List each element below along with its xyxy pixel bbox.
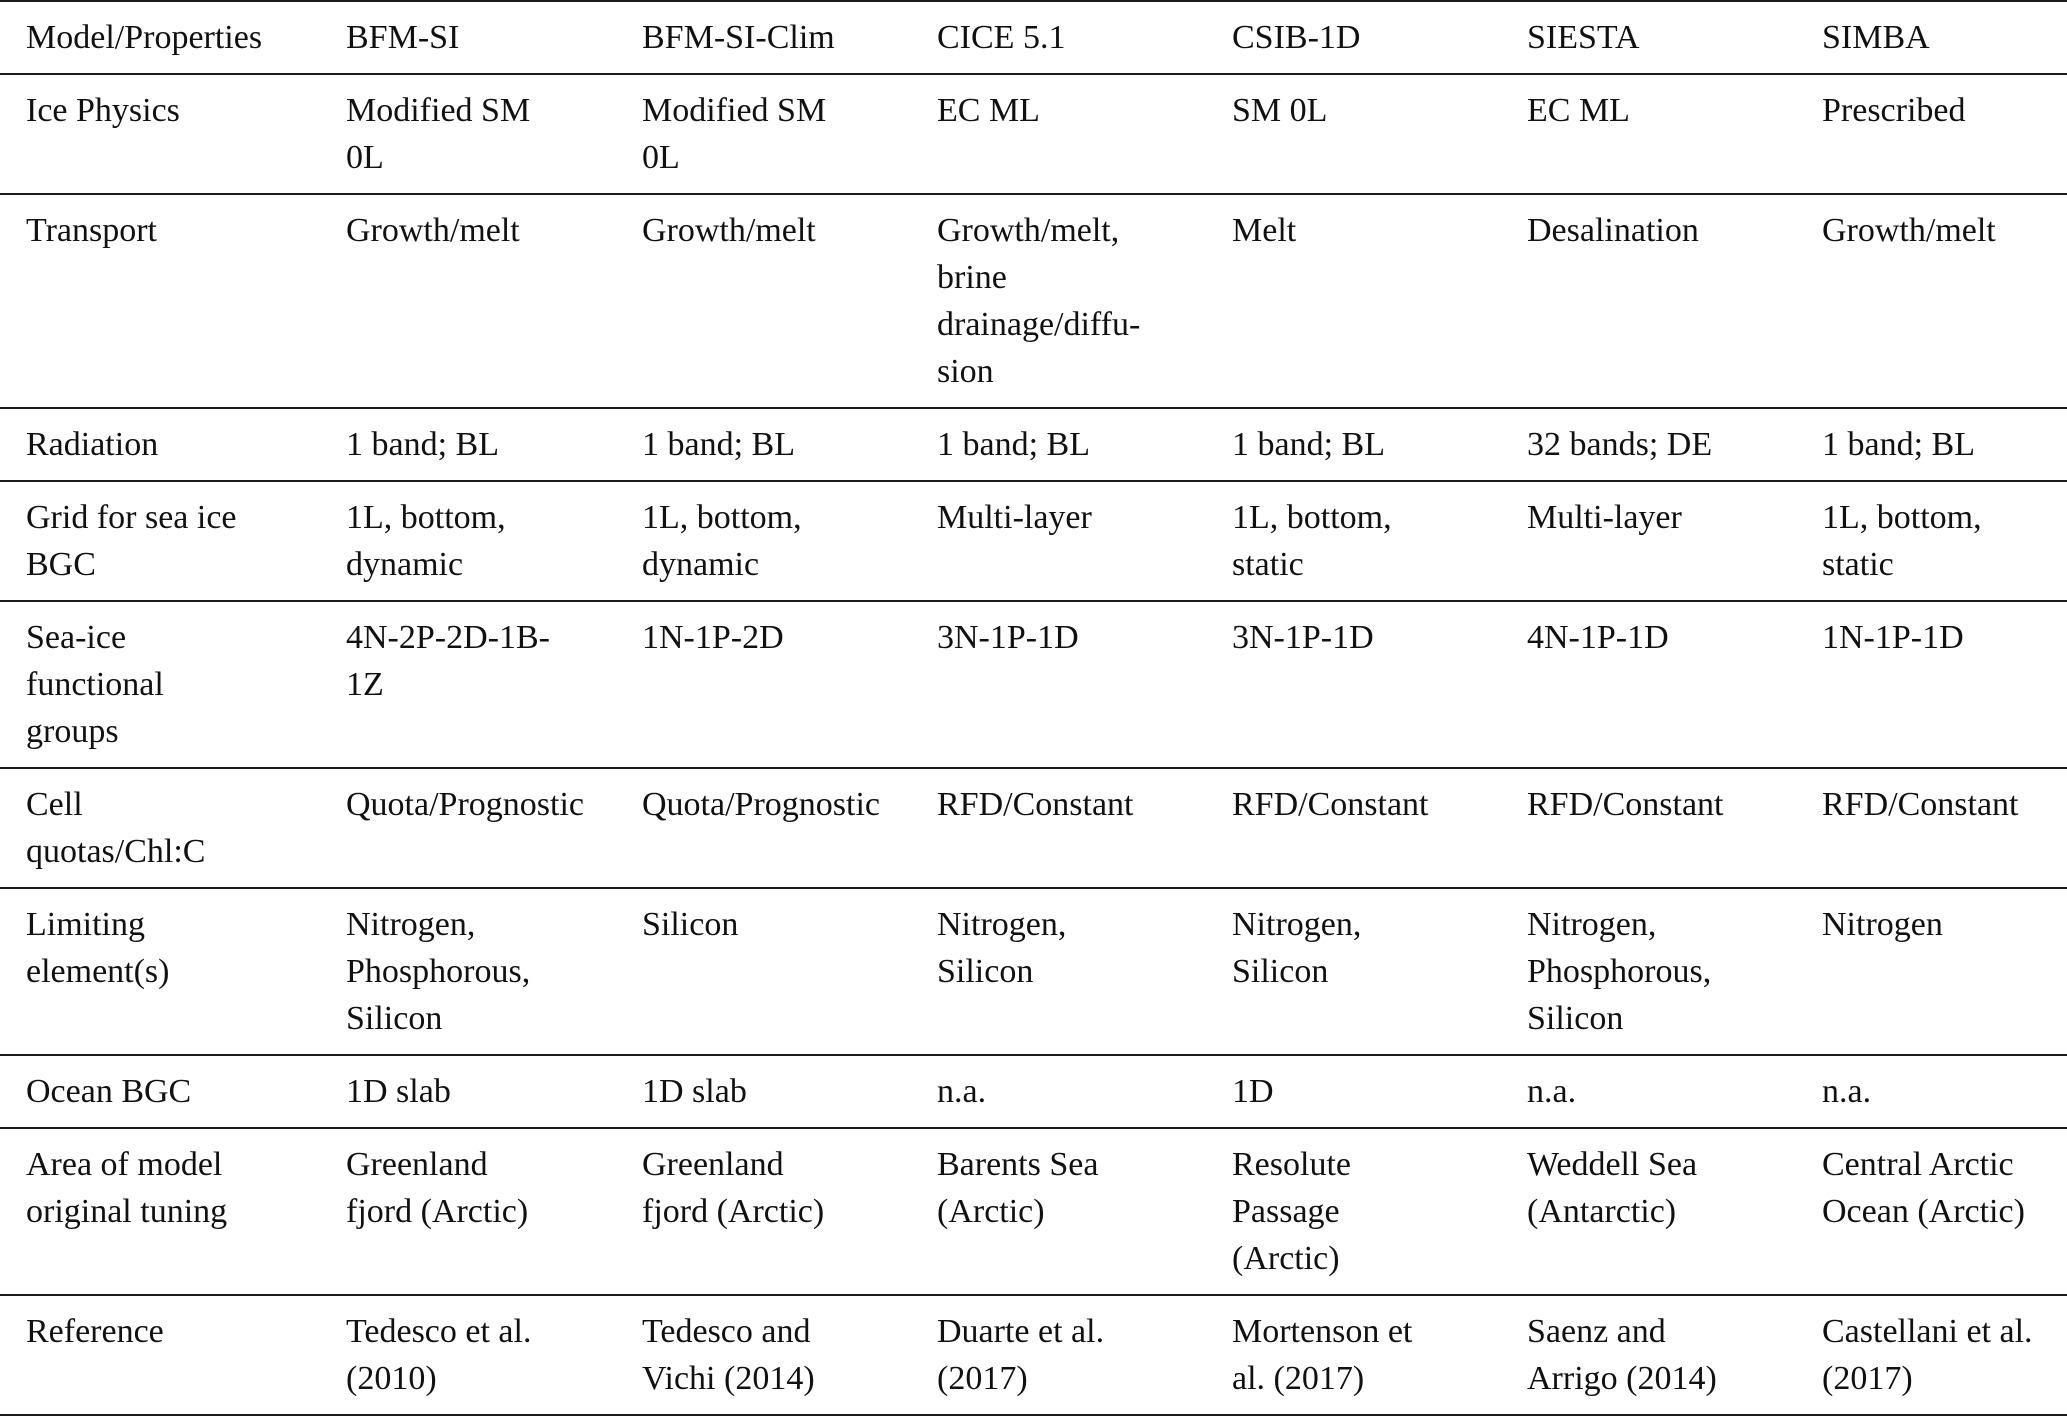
table-cell-reference-siesta: Saenz and Arrigo (2014) xyxy=(1527,1313,1717,1397)
table-cell-ice-physics-csib-1d: SM 0L xyxy=(1232,92,1328,129)
table-body xyxy=(0,1,2067,1415)
table-cell-ice-physics-siesta: EC ML xyxy=(1527,92,1630,129)
table-cell-radiation-bfm-si: 1 band; BL xyxy=(346,426,499,463)
table-cell-ocean-bgc-bfm-si-clim: 1D slab xyxy=(642,1073,747,1110)
table-cell-radiation-cice: 1 band; BL xyxy=(937,426,1090,463)
table-cell-transport-label: Transport xyxy=(26,212,157,249)
table-cell-transport-simba: Growth/melt xyxy=(1822,212,1996,249)
table-cell-limiting-elements-bfm-si: Nitrogen, Phosphorous, Silicon xyxy=(346,906,531,1037)
table-cell-area-of-model-original-tuning-label: Area of model original tuning xyxy=(26,1146,228,1230)
table-cell-ocean-bgc-cice: n.a. xyxy=(937,1073,987,1110)
header-row xyxy=(0,1,2067,74)
table-cell-sea-ice-functional-groups-label: Sea-ice functional groups xyxy=(26,619,164,750)
table-cell-transport-siesta: Desalination xyxy=(1527,212,1699,249)
table-cell-grid-for-sea-ice-bgc-simba: 1L, bottom, static xyxy=(1822,499,1982,583)
table-row-cell-quotas-chl-c xyxy=(0,768,2067,888)
table-cell-radiation-csib-1d: 1 band; BL xyxy=(1232,426,1385,463)
table-cell-reference-bfm-si-clim: Tedesco and Vichi (2014) xyxy=(642,1313,815,1397)
table-cell-radiation-bfm-si-clim: 1 band; BL xyxy=(642,426,795,463)
table-cell-cell-quotas-chl-c-label: Cell quotas/Chl:C xyxy=(26,786,206,870)
table-cell-area-of-model-original-tuning-cice: Barents Sea (Arctic) xyxy=(937,1146,1099,1230)
table-cell-ocean-bgc-csib-1d: 1D xyxy=(1232,1073,1274,1110)
table-cell-grid-for-sea-ice-bgc-siesta: Multi-layer xyxy=(1527,499,1682,536)
table-cell-transport-csib-1d: Melt xyxy=(1232,212,1297,249)
table-cell-cell-quotas-chl-c-siesta: RFD/Constant xyxy=(1527,786,1724,823)
table-cell-grid-for-sea-ice-bgc-label: Grid for sea ice BGC xyxy=(26,499,237,583)
table-cell-sea-ice-functional-groups-cice: 3N-1P-1D xyxy=(937,619,1079,656)
table-row-ocean-bgc xyxy=(0,1055,2067,1128)
table-cell-reference-bfm-si: Tedesco et al. (2010) xyxy=(346,1313,532,1397)
table-cell-cell-quotas-chl-c-bfm-si: Quota/Prognostic xyxy=(346,786,584,823)
table-cell-sea-ice-functional-groups-simba: 1N-1P-1D xyxy=(1822,619,1964,656)
table-cell-cell-quotas-chl-c-cice: RFD/Constant xyxy=(937,786,1134,823)
table-cell-limiting-elements-csib-1d: Nitrogen, Silicon xyxy=(1232,906,1362,990)
table-cell-ice-physics-simba: Prescribed xyxy=(1822,92,1966,129)
table-cell-area-of-model-original-tuning-bfm-si: Greenland fjord (Arctic) xyxy=(346,1146,529,1230)
table-cell-limiting-elements-simba: Nitrogen xyxy=(1822,906,1943,943)
table-cell-limiting-elements-bfm-si-clim: Silicon xyxy=(642,906,739,943)
table-cell-radiation-siesta: 32 bands; DE xyxy=(1527,426,1713,463)
header-cell-model-properties: Model/Properties xyxy=(26,19,263,56)
table-cell-sea-ice-functional-groups-csib-1d: 3N-1P-1D xyxy=(1232,619,1374,656)
table-cell-ocean-bgc-label: Ocean BGC xyxy=(26,1073,192,1110)
table-cell-reference-csib-1d: Mortenson et al. (2017) xyxy=(1232,1313,1413,1397)
table-cell-cell-quotas-chl-c-bfm-si-clim: Quota/Prognostic xyxy=(642,786,880,823)
table-cell-ice-physics-bfm-si-clim: Modified SM 0L xyxy=(642,92,827,176)
table-cell-limiting-elements-siesta: Nitrogen, Phosphorous, Silicon xyxy=(1527,906,1712,1037)
table-cell-cell-quotas-chl-c-simba: RFD/Constant xyxy=(1822,786,2019,823)
table-cell-sea-ice-functional-groups-bfm-si-clim: 1N-1P-2D xyxy=(642,619,784,656)
table-cell-area-of-model-original-tuning-csib-1d: Resolute Passage (Arctic) xyxy=(1232,1146,1351,1277)
header-cell-cice: CICE 5.1 xyxy=(937,19,1066,56)
table-cell-transport-cice: Growth/melt, brine drainage/diffu- sion xyxy=(937,212,1141,390)
table-cell-area-of-model-original-tuning-simba: Central Arctic Ocean (Arctic) xyxy=(1822,1146,2025,1230)
table-row-transport xyxy=(0,194,2067,408)
table-cell-sea-ice-functional-groups-siesta: 4N-1P-1D xyxy=(1527,619,1669,656)
table-cell-sea-ice-functional-groups-bfm-si: 4N-2P-2D-1B- 1Z xyxy=(346,619,550,703)
table-cell-grid-for-sea-ice-bgc-csib-1d: 1L, bottom, static xyxy=(1232,499,1392,583)
table-row-radiation xyxy=(0,408,2067,481)
header-cell-siesta: SIESTA xyxy=(1527,19,1640,56)
table-row-limiting-elements xyxy=(0,888,2067,1055)
table-cell-ice-physics-cice: EC ML xyxy=(937,92,1040,129)
table-cell-ocean-bgc-simba: n.a. xyxy=(1822,1073,1872,1110)
table-cell-reference-label: Reference xyxy=(26,1313,164,1350)
header-cell-simba: SIMBA xyxy=(1822,19,1930,56)
table-cell-reference-simba: Castellani et al. (2017) xyxy=(1822,1313,2033,1397)
header-cell-csib-1d: CSIB-1D xyxy=(1232,19,1361,56)
table-cell-reference-cice: Duarte et al. (2017) xyxy=(937,1313,1105,1397)
table-row-sea-ice-functional-groups xyxy=(0,601,2067,768)
table-cell-limiting-elements-cice: Nitrogen, Silicon xyxy=(937,906,1067,990)
table-row-grid-for-sea-ice-bgc xyxy=(0,481,2067,601)
table-row-ice-physics xyxy=(0,74,2067,194)
table-cell-ocean-bgc-bfm-si: 1D slab xyxy=(346,1073,451,1110)
table-cell-transport-bfm-si-clim: Growth/melt xyxy=(642,212,816,249)
table-cell-ice-physics-bfm-si: Modified SM 0L xyxy=(346,92,531,176)
header-cell-bfm-si: BFM-SI xyxy=(346,19,460,56)
table-cell-radiation-simba: 1 band; BL xyxy=(1822,426,1975,463)
table-cell-transport-bfm-si: Growth/melt xyxy=(346,212,520,249)
table-cell-limiting-elements-label: Limiting element(s) xyxy=(26,906,170,990)
table-cell-ocean-bgc-siesta: n.a. xyxy=(1527,1073,1577,1110)
table-cell-grid-for-sea-ice-bgc-bfm-si-clim: 1L, bottom, dynamic xyxy=(642,499,802,583)
table-cell-grid-for-sea-ice-bgc-bfm-si: 1L, bottom, dynamic xyxy=(346,499,506,583)
table-cell-grid-for-sea-ice-bgc-cice: Multi-layer xyxy=(937,499,1092,536)
table-cell-area-of-model-original-tuning-siesta: Weddell Sea (Antarctic) xyxy=(1527,1146,1698,1230)
table-row-area-of-model-original-tuning xyxy=(0,1128,2067,1295)
table-cell-cell-quotas-chl-c-csib-1d: RFD/Constant xyxy=(1232,786,1429,823)
table-cell-radiation-label: Radiation xyxy=(26,426,159,463)
header-cell-bfm-si-clim: BFM-SI-Clim xyxy=(642,19,835,56)
table-cell-area-of-model-original-tuning-bfm-si-clim: Greenland fjord (Arctic) xyxy=(642,1146,825,1230)
table-row-reference xyxy=(0,1295,2067,1415)
table-cell-ice-physics-label: Ice Physics xyxy=(26,92,180,129)
